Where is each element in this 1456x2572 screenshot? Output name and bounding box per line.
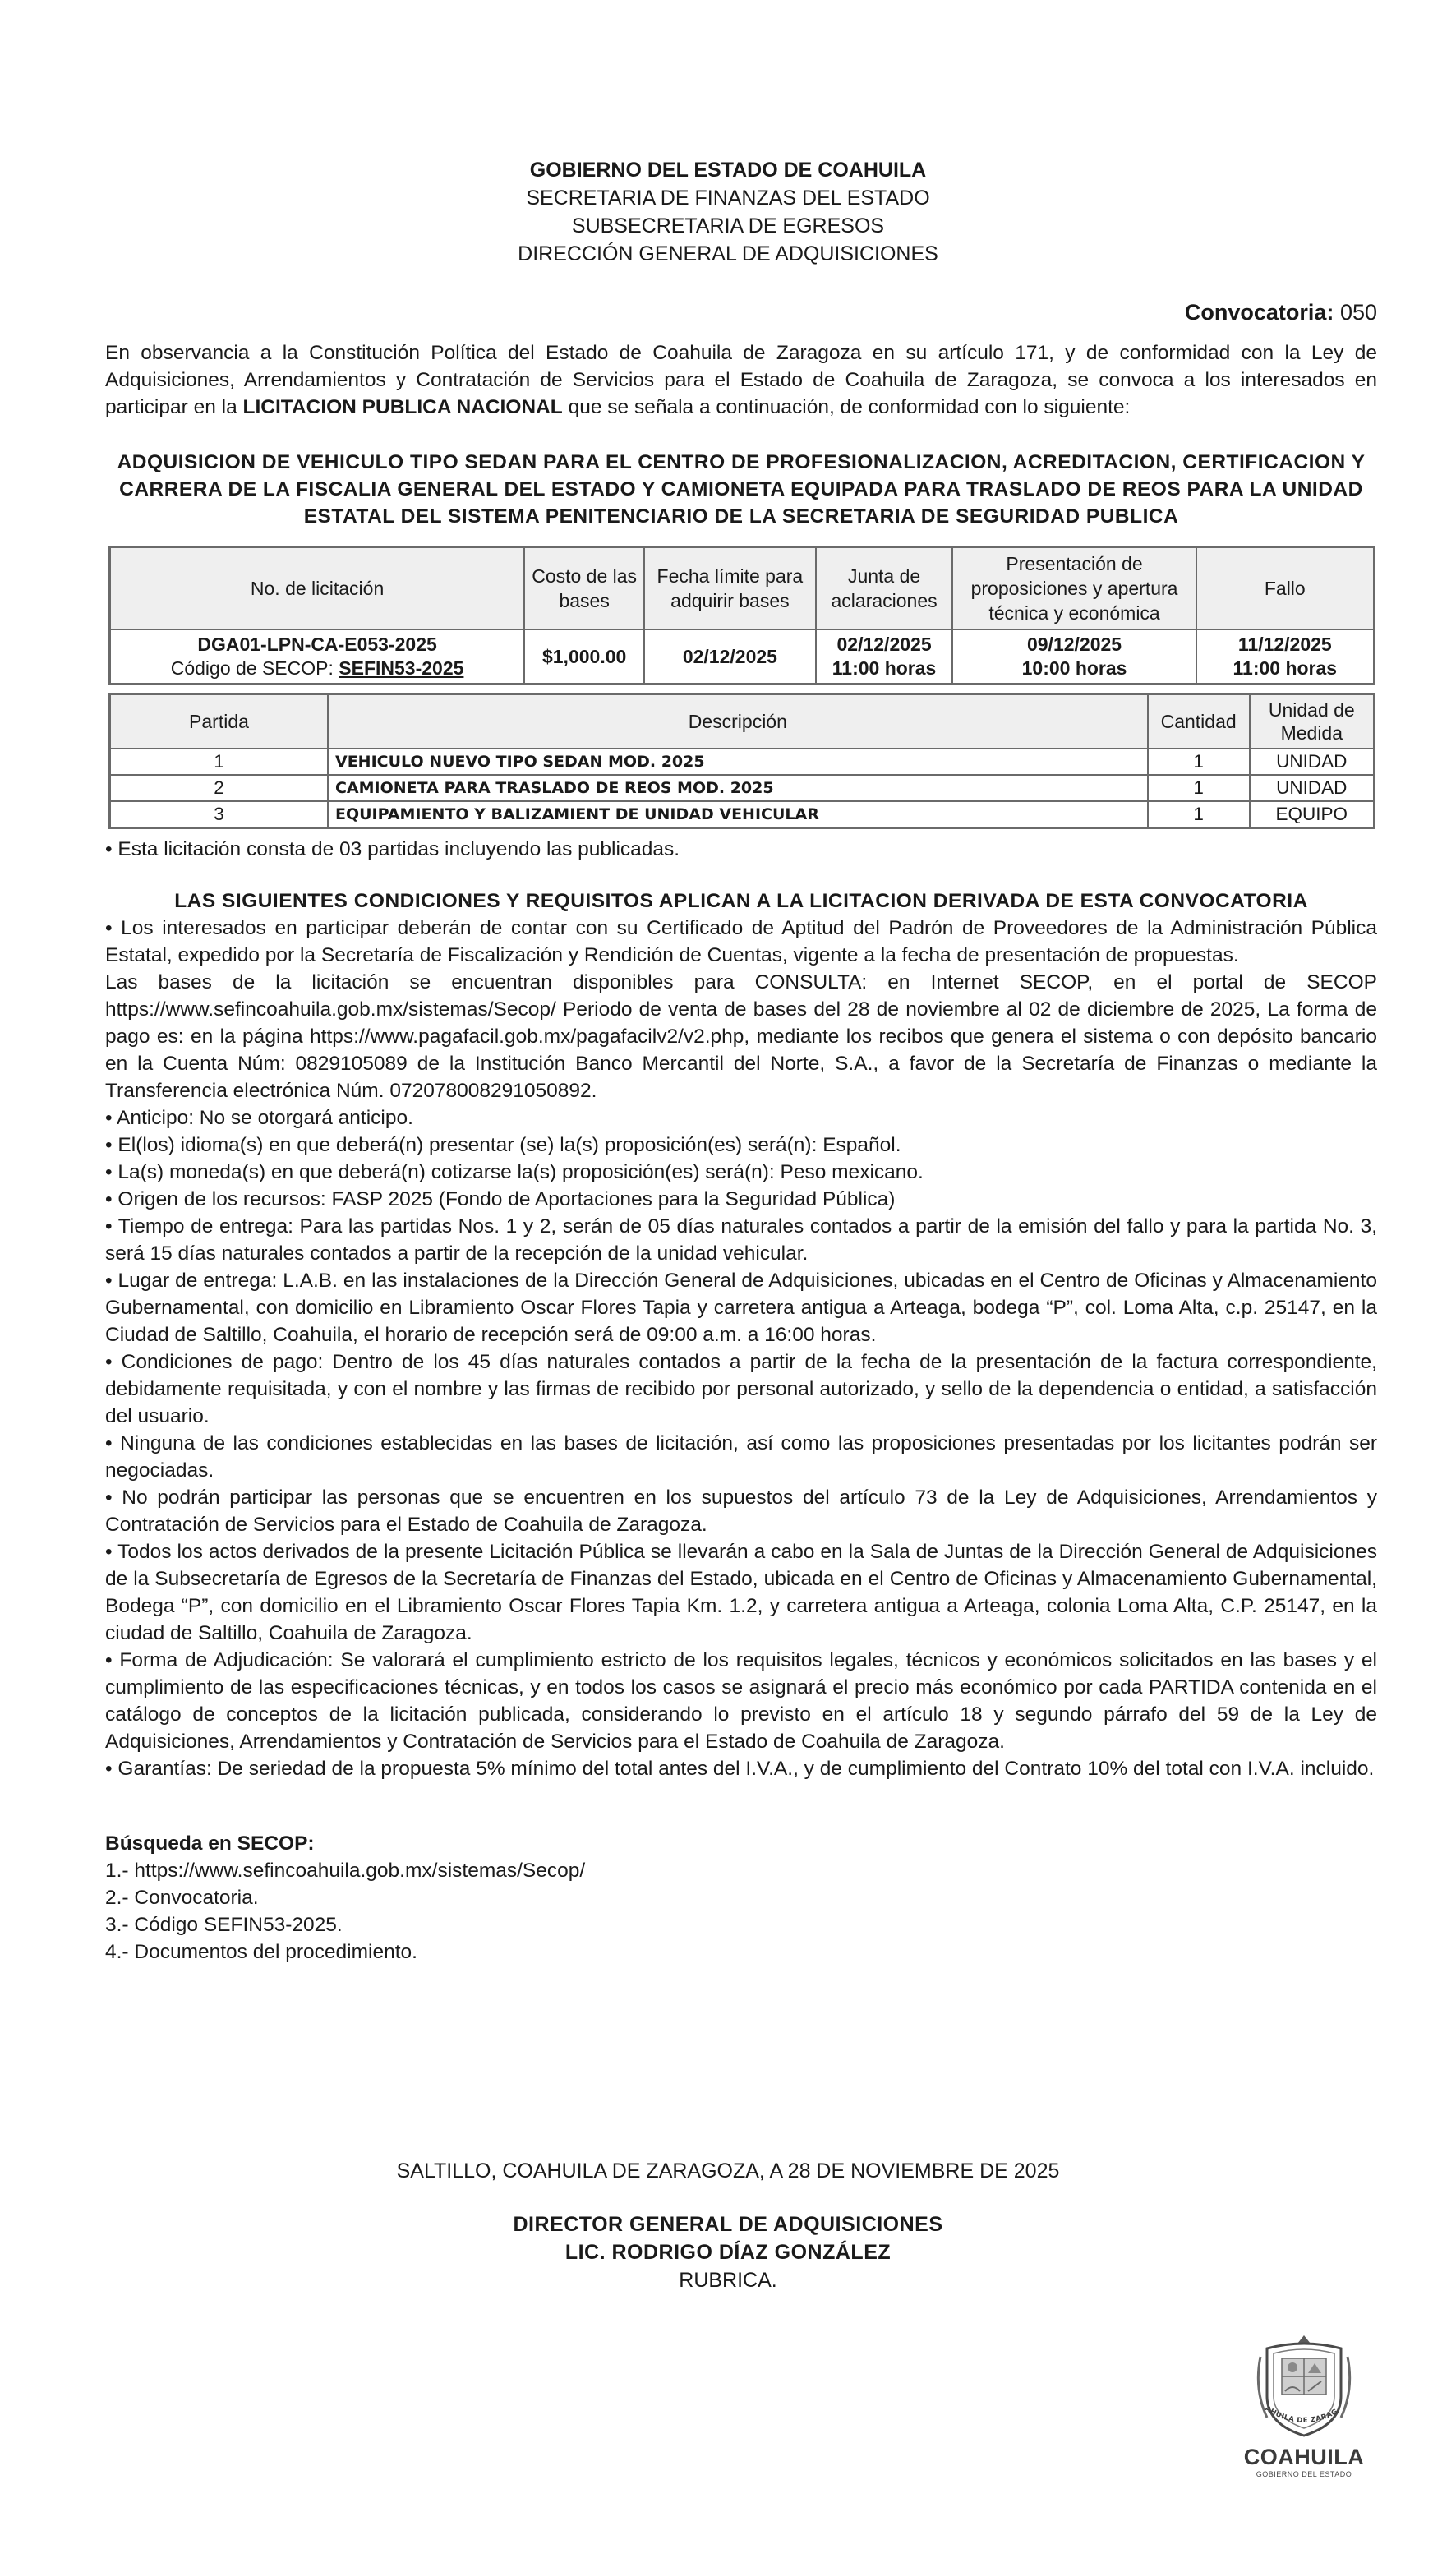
condition-item: • Tiempo de entrega: Para las partidas Nos. 1 y 2, serán de 05 días naturales contados a partir de la emisión del fallo y para la partida No. 3, será 15 días naturales contados a partir de la recepción de la unidad vehicular. — [105, 1215, 1377, 1265]
coahuila-logo — [1242, 2332, 1366, 2478]
condition-item: • Origen de los recursos: FASP 2025 (Fondo de Aportaciones para la Seguridad Pública) — [105, 1188, 896, 1210]
convocatoria-number — [1185, 300, 1377, 325]
condition-item: • Garantías: De seriedad de la propuesta 5% mínimo del total antes del I.V.A., y de cumplimiento del Contrato 10% del total con I.V.A. incluido. — [105, 1758, 1375, 1780]
table-row — [110, 775, 1375, 801]
cell-unidad: UNIDAD — [1250, 775, 1375, 801]
condition-item: • La(s) moneda(s) en que deberá(n) cotizarse la(s) proposición(es) será(n): Peso mexicano. — [105, 1161, 924, 1183]
condition-item: • Anticipo: No se otorgará anticipo. — [105, 1107, 413, 1129]
signer-title: DIRECTOR GENERAL DE ADQUISICIONES — [513, 2213, 943, 2236]
table-row — [110, 801, 1375, 828]
cell-unidad: UNIDAD — [1250, 749, 1375, 775]
cell-presentacion — [952, 629, 1196, 684]
condition-item: • Lugar de entrega: L.A.B. en las instalaciones de la Dirección General de Adquisiciones, ubicadas en el Centro de Oficinas y Almacenamiento Gubernamental, con domicilio en Libramiento Oscar Flores Tapia y carretera antigua a Arteaga, bodega “P”, col. Loma Alta, c.p. 25147, en la Ciudad de Saltillo, Coahuila, el horario de recepción será de 09:00 a.m. a 16:00 horas. — [105, 1270, 1377, 1346]
fallo-date: 11/12/2025 — [1237, 634, 1332, 655]
cell-partida: 3 — [110, 801, 328, 828]
partidas-note: • Esta licitación consta de 03 partidas incluyendo las publicadas. — [105, 838, 680, 860]
cell-junta — [816, 629, 953, 684]
cell-descripcion: CAMIONETA PARA TRASLADO DE REOS MOD. 2025 — [328, 775, 1148, 801]
items-table — [108, 693, 1375, 829]
convocatoria-value: 050 — [1339, 300, 1377, 325]
table-row — [110, 749, 1375, 775]
intro-text-1: En observancia a la Constitución Política del Estado de Coahuila de Zaragoza en su artículo 171, y de conformidad con la Ley de Adquisiciones, Arrendamientos y Contratación de Servicios para el Estado de Coahuila de Zaragoza, se convoca a los interesados en participar en la — [105, 342, 1377, 418]
fallo-time: 11:00 horas — [1233, 657, 1338, 679]
search-step: 4.- Documentos del procedimiento. — [105, 1941, 417, 1963]
col-descripcion: Descripción — [328, 694, 1148, 749]
condition-item: • Los interesados en participar deberán de contar con su Certificado de Aptitud del Padrón de Proveedores de la Administración Pública Estatal, expedido por la Secretaría de Fiscalización y Rendición de Cuentas, vigente a la fecha de presentación de propuestas. — [105, 917, 1377, 966]
search-step: 1.- https://www.sefincoahuila.gob.mx/sistemas/Secop/ — [105, 1860, 586, 1882]
secop-code-line — [116, 657, 518, 680]
intro-text-2: que se señala a continuación, de conformidad con lo siguiente: — [562, 396, 1131, 418]
junta-time: 11:00 horas — [832, 657, 937, 679]
convocatoria-label: Convocatoria: — [1184, 300, 1334, 325]
search-step: 3.- Código SEFIN53-2025. — [105, 1914, 343, 1936]
condition-item: • Forma de Adjudicación: Se valorará el cumplimiento estricto de los requisitos legales, técnicos y económicos solicitados en las bases y el cumplimiento de las especificaciones técnicas, y en todos los casos se asignará el precio más económico por cada PARTIDA contenida en el catálogo de conceptos de la licitación publicada, considerando lo previsto en el artículo 18 y segundo párrafo del 59 de la Ley de Adquisiciones, Arrendamientos y Contratación de Servicios para el Estado de Coahuila de Zaragoza. — [105, 1649, 1377, 1753]
coat-of-arms-icon — [1242, 2332, 1366, 2439]
cell-cantidad: 1 — [1148, 775, 1250, 801]
cell-descripcion: EQUIPAMIENTO Y BALIZAMIENT DE UNIDAD VEHICULAR — [328, 801, 1148, 828]
cell-fecha-limite — [644, 629, 816, 684]
presentacion-date: 09/12/2025 — [1026, 634, 1122, 655]
signer-name: LIC. RODRIGO DÍAZ GONZÁLEZ — [564, 2241, 892, 2264]
seal-text: AHUILA DE ZARAG — [1263, 2404, 1340, 2426]
cell-costo — [524, 629, 644, 684]
header-directorate: DIRECCIÓN GENERAL DE ADQUISICIONES — [518, 242, 938, 265]
secop-code: SEFIN53-2025 — [339, 657, 464, 679]
document-header — [0, 156, 1456, 268]
secop-label: Código de SECOP: — [170, 657, 339, 679]
cell-descripcion: VEHICULO NUEVO TIPO SEDAN MOD. 2025 — [328, 749, 1148, 775]
table-header-row — [110, 547, 1375, 630]
logo-subtitle: GOBIERNO DEL ESTADO — [1256, 2470, 1352, 2478]
condition-item: • El(los) idioma(s) en que deberá(n) presentar (se) la(s) proposición(es) será(n): Español. — [105, 1134, 901, 1156]
col-costo: Costo de las bases — [524, 547, 644, 630]
intro-paragraph — [105, 339, 1377, 421]
cell-fallo — [1196, 629, 1375, 684]
search-title: Búsqueda en SECOP: — [105, 1832, 315, 1855]
cell-cantidad: 1 — [1148, 801, 1250, 828]
cell-partida: 1 — [110, 749, 328, 775]
fecha-limite-value: 02/12/2025 — [682, 645, 777, 667]
place-date: SALTILLO, COAHUILA DE ZARAGOZA, A 28 DE NOVIEMBRE DE 2025 — [396, 2159, 1060, 2183]
col-fecha-limite: Fecha límite para adquirir bases — [644, 547, 816, 630]
header-government: GOBIERNO DEL ESTADO DE COAHUILA — [529, 159, 927, 182]
signature-block — [0, 2210, 1456, 2294]
licitacion-number: DGA01-LPN-CA-E053-2025 — [197, 634, 437, 655]
col-fallo: Fallo — [1196, 547, 1375, 630]
condition-item: Las bases de la licitación se encuentran disponibles para CONSULTA: en Internet SECOP, en el portal de SECOP https://www.sefincoahuila.gob.mx/sistemas/Secop/ Periodo de venta de bases del 28 de noviembre al 02 de diciembre de 2025, La forma de pago es: en la página https://www.pagafacil.gob.mx/pagafacilv2/v2.php, mediante los recibos que genera el sistema o con depósito bancario en la Cuenta Núm: 0829105089 de la Institución Banco Mercantil del Norte, S.A., a favor de la Secretaría de Finanzas o mediante la Transferencia electrónica Núm. 072078008291050892. — [105, 971, 1377, 1102]
signer-rubric: RUBRICA. — [679, 2269, 777, 2292]
header-secretariat: SECRETARIA DE FINANZAS DEL ESTADO — [526, 187, 930, 210]
condition-item: • Condiciones de pago: Dentro de los 45 días naturales contados a partir de la fecha de la presentación de la factura correspondiente, debidamente requisitada, y con el nombre y las firmas de recibido por personal autorizado, y sello de la dependencia o entidad, a satisfacción del usuario. — [105, 1351, 1377, 1427]
cell-partida: 2 — [110, 775, 328, 801]
presentacion-time: 10:00 horas — [1021, 657, 1127, 679]
conditions-list — [105, 915, 1377, 1782]
col-licitacion: No. de licitación — [110, 547, 525, 630]
costo-value: $1,000.00 — [541, 645, 627, 667]
condition-item: • Todos los actos derivados de la presente Licitación Pública se llevarán a cabo en la Sala de Juntas de la Dirección General de Adquisiciones de la Subsecretaría de Egresos de la Secretaría de Finanzas del Estado, ubicada en el Centro de Oficinas y Almacenamiento Gubernamental, Bodega “P”, con domicilio en el Libramiento Oscar Flores Tapia Km. 1.2, y carretera antigua a Arteaga, colonia Loma Alta, C.P. 25147, en la ciudad de Saltillo, Coahuila de Zaragoza. — [105, 1541, 1377, 1644]
cell-unidad: EQUIPO — [1250, 801, 1375, 828]
table-row — [110, 629, 1375, 684]
conditions-title: LAS SIGUIENTES CONDICIONES Y REQUISITOS APLICAN A LA LICITACION DERIVADA DE ESTA CONVOCATORIA — [174, 890, 1308, 912]
search-step: 2.- Convocatoria. — [105, 1887, 259, 1909]
secop-search — [105, 1830, 1377, 1966]
col-junta: Junta de aclaraciones — [816, 547, 953, 630]
header-subsecretariat: SUBSECRETARIA DE EGRESOS — [571, 214, 885, 237]
table-header-row — [110, 694, 1375, 749]
tender-subject: ADQUISICION DE VEHICULO TIPO SEDAN PARA EL CENTRO DE PROFESIONALIZACION, ACREDITACION, CERTIFICACION Y CARRERA DE LA FISCALIA GENERAL DEL ESTADO Y CAMIONETA EQUIPADA PARA TRASLADO DE REOS PARA LA UNIDAD ESTATAL DEL SISTEMA PENITENCIARIO DE LA SECRETARIA DE SEGURIDAD PUBLICA — [117, 451, 1366, 528]
condition-item: • No podrán participar las personas que se encuentren en los supuestos del artículo 73 de la Ley de Adquisiciones, Arrendamientos y Contratación de Servicios para el Estado de Coahuila de Zaragoza. — [105, 1487, 1377, 1536]
col-presentacion: Presentación de proposiciones y apertura técnica y económica — [952, 547, 1196, 630]
col-cantidad: Cantidad — [1148, 694, 1250, 749]
tender-schedule-table — [108, 546, 1375, 685]
junta-date: 02/12/2025 — [836, 634, 932, 655]
logo-name: COAHUILA — [1243, 2445, 1365, 2469]
cell-licitacion — [110, 629, 525, 684]
col-unidad: Unidad de Medida — [1250, 694, 1375, 749]
cell-cantidad: 1 — [1148, 749, 1250, 775]
col-partida: Partida — [110, 694, 328, 749]
condition-item: • Ninguna de las condiciones establecidas en las bases de licitación, así como las proposiciones presentadas por los licitantes podrán ser negociadas. — [105, 1432, 1377, 1482]
intro-bold: LICITACION PUBLICA NACIONAL — [242, 396, 563, 418]
